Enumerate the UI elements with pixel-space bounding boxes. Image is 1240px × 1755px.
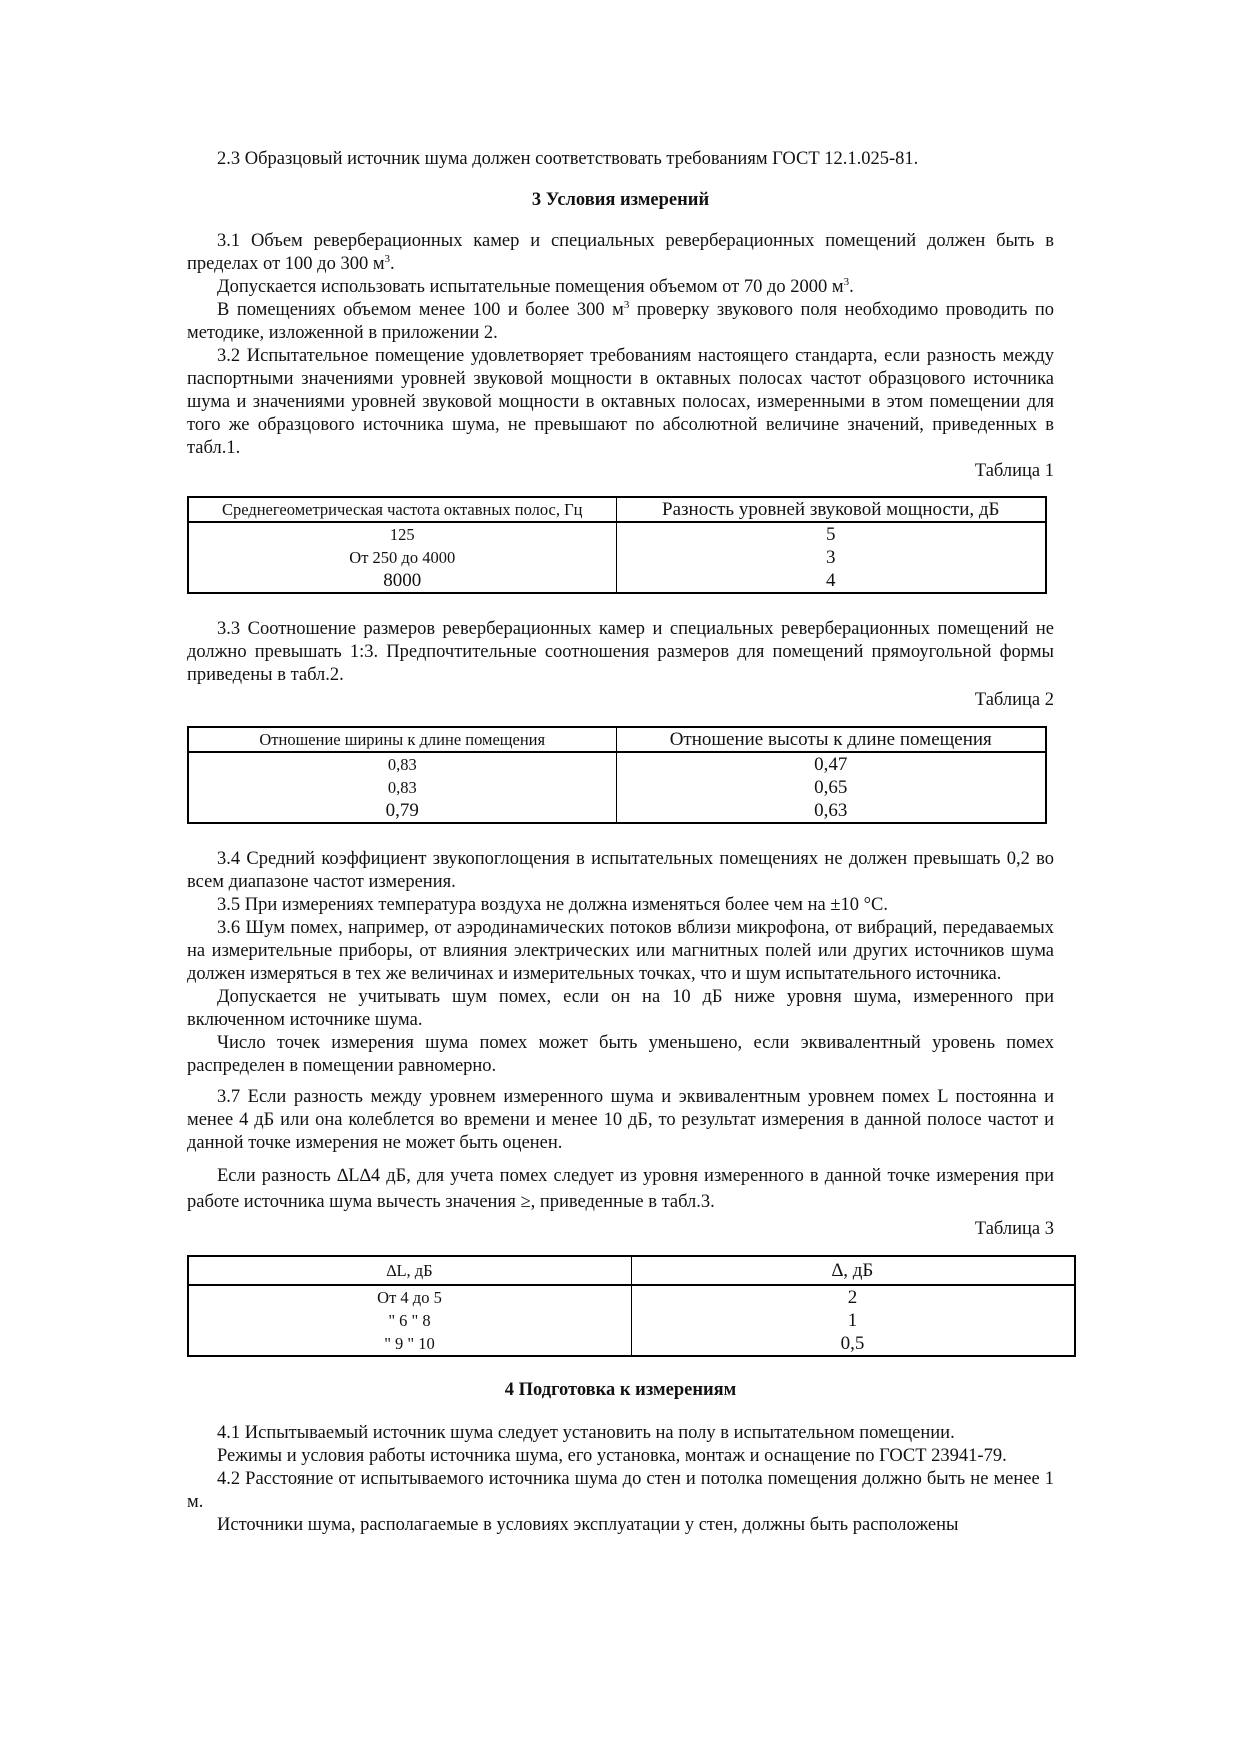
table-cell: 125: [188, 522, 617, 546]
table-3-caption: Таблица 3: [974, 1219, 1054, 1239]
table-2-header-height-ratio: Отношение высоты к длине помещения: [617, 727, 1046, 752]
paragraph-3-7: 3.7 Если разность между уровнем измеренного шума и эквивалентным уровнем помех L постоянна и менее 4 дБ или она колеблется во времени и менее 10 дБ, то результат измерения в данной полосе частот и данной точке измерения не может быть оценен.: [187, 1087, 1054, 1153]
table-row: [188, 1285, 1075, 1309]
table-row: [188, 522, 1046, 546]
table-cell: " 9 " 10: [188, 1332, 632, 1356]
table-cell: 0,65: [617, 776, 1046, 799]
paragraph-4-2: 4.2 Расстояние от испытываемого источника шума до стен и потолка помещения должно быть не менее 1 м.: [187, 1469, 1054, 1512]
paragraph-3-1-b: [187, 276, 1054, 299]
table-2-header-width-ratio: Отношение ширины к длине помещения: [188, 727, 617, 752]
table-row: [188, 776, 1046, 799]
table-cell: 4: [617, 569, 1046, 593]
table-cell: 0,79: [188, 799, 617, 823]
table-row: [188, 546, 1046, 569]
superscript-3: 3: [623, 299, 630, 311]
table-cell: 0,83: [188, 776, 617, 799]
paragraph-3-1-text: 3.1 Объем реверберационных камер и специальных реверберационных помещений должен быть в пределах от 100 до 300 м: [187, 231, 1054, 274]
table-3-header-delta-l: ∆L, дБ: [188, 1256, 632, 1285]
table-cell: 0,63: [617, 799, 1046, 823]
paragraph-3-1: [187, 230, 1054, 276]
table-cell: От 250 до 4000: [188, 546, 617, 569]
paragraph-3-7-b: Если разность ∆L∆4 дБ, для учета помех следует из уровня измеренного в данной точке измерения при работе источника шума вычесть значения ≥, приведенные в табл.3.: [187, 1166, 1054, 1212]
table-cell: От 4 до 5: [188, 1285, 632, 1309]
paragraph-3-1-c-text-1: В помещениях объемом менее 100 и более 300 м: [217, 300, 624, 320]
paragraph-4-1-b: Режимы и условия работы источника шума, его установка, монтаж и оснащение по ГОСТ 23941-79.: [217, 1446, 1007, 1466]
table-row: [188, 569, 1046, 593]
paragraph-3-6-b: Допускается не учитывать шум помех, если он на 10 дБ ниже уровня шума, измеренного при включенном источнике шума.: [187, 987, 1054, 1030]
paragraph-3-4: 3.4 Средний коэффициент звукопоглощения в испытательных помещениях не должен превышать 0,2 во всем диапазоне частот измерения.: [187, 849, 1054, 892]
table-cell: 0,83: [188, 752, 617, 776]
table-header-row: [188, 497, 1046, 522]
superscript-3: 3: [843, 276, 850, 288]
document-page: [187, 148, 1054, 1537]
table-header-row: [188, 727, 1046, 752]
table-cell: 5: [617, 522, 1046, 546]
table-cell: 0,5: [631, 1332, 1075, 1356]
paragraph-4-1: 4.1 Испытываемый источник шума следует установить на полу в испытательном помещении.: [217, 1423, 955, 1443]
table-row: [188, 752, 1046, 776]
table-cell: 8000: [188, 569, 617, 593]
table-cell: 3: [617, 546, 1046, 569]
table-2: [187, 726, 1047, 824]
table-2-caption: Таблица 2: [974, 690, 1054, 710]
table-row: [188, 799, 1046, 823]
table-1-header-difference: Разность уровней звуковой мощности, дБ: [617, 497, 1046, 522]
table-3: [187, 1255, 1076, 1357]
section-4-heading: 4 Подготовка к измерениям: [504, 1380, 737, 1400]
table-cell: " 6 " 8: [188, 1309, 632, 1332]
superscript-3: 3: [384, 253, 391, 265]
paragraph-3-1-b-text: Допускается использовать испытательные помещения объемом от 70 до 2000 м: [217, 277, 844, 297]
paragraph-4-2-b: Источники шума, располагаемые в условиях эксплуатации у стен, должны быть расположены: [217, 1515, 959, 1535]
table-1-caption: Таблица 1: [974, 461, 1054, 481]
paragraph-3-2: 3.2 Испытательное помещение удовлетворяет требованиям настоящего стандарта, если разность между паспортными значениями уровней звуковой мощности в октавных полосах частот образцового источника шума и значениями уровней звуковой мощности в октавных полосах, измеренными в этом помещении для того же образцового источника шума, не превышают по абсолютной величине значений, приведенных в табл.1.: [187, 346, 1054, 458]
paragraph-3-1-c: [187, 299, 1054, 345]
period: .: [390, 254, 395, 274]
paragraph-3-3: 3.3 Соотношение размеров реверберационных камер и специальных реверберационных помещений не должно превышать 1:3. Предпочтительные соотношения размеров для помещений прямоугольной формы приведены в табл.2.: [187, 619, 1054, 685]
table-1: [187, 496, 1047, 594]
paragraph-3-1-c-text-2: проверку звукового поля необходимо проводить по методике, изложенной в приложении 2.: [187, 300, 1054, 343]
table-header-row: [188, 1256, 1075, 1285]
paragraph-3-5: 3.5 При измерениях температура воздуха не должна изменяться более чем на ±10 °С.: [217, 895, 888, 915]
period: .: [849, 277, 854, 297]
table-row: [188, 1309, 1075, 1332]
paragraph-3-6-c: Число точек измерения шума помех может быть уменьшено, если эквивалентный уровень помех распределен в помещении равномерно.: [187, 1033, 1054, 1076]
table-3-header-delta: ∆, дБ: [631, 1256, 1075, 1285]
table-cell: 0,47: [617, 752, 1046, 776]
paragraph-3-6: 3.6 Шум помех, например, от аэродинамических потоков вблизи микрофона, от вибраций, передаваемых на измерительные приборы, от влияния электрических или магнитных полей или других источников шума должен измеряться в тех же величинах и измерительных точках, что и шум испытательного источника.: [187, 918, 1054, 984]
table-cell: 1: [631, 1309, 1075, 1332]
table-row: [188, 1332, 1075, 1356]
table-cell: 2: [631, 1285, 1075, 1309]
section-3-heading: 3 Условия измерений: [531, 190, 710, 210]
table-1-header-frequency: Среднегеометрическая частота октавных полос, Гц: [188, 497, 617, 522]
paragraph-2-3: 2.3 Образцовый источник шума должен соответствовать требованиям ГОСТ 12.1.025-81.: [217, 149, 919, 169]
